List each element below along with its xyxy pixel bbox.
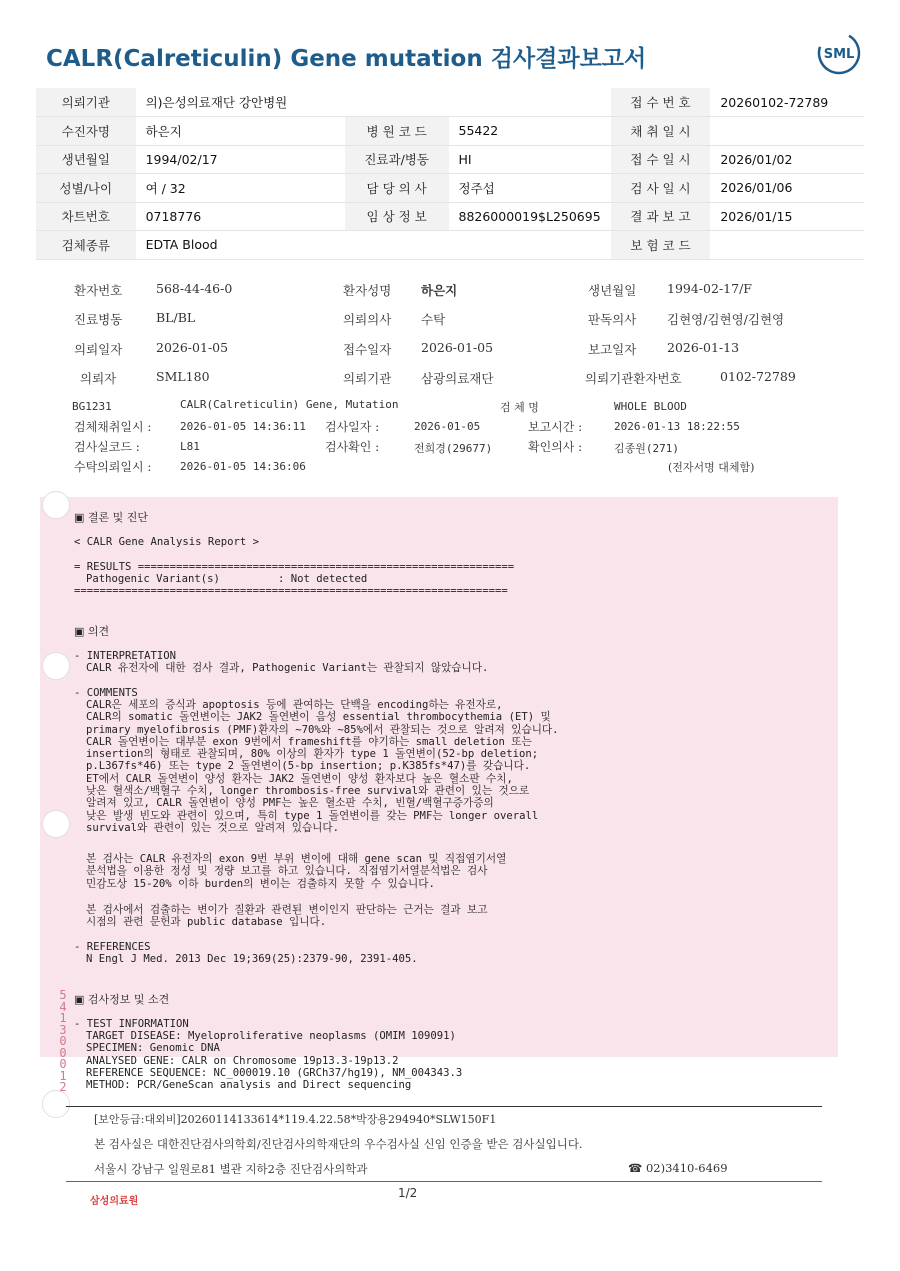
comment-line: 알려져 있고, CALR 돌연변이 양성 PMF는 높은 혈소판 수치, 빈혈/백혈구증가증의 (86, 797, 494, 810)
test-code: BG1231 (72, 400, 112, 413)
info-label: 병 원 코 드 (345, 117, 449, 146)
info-label: 채 취 일 시 (611, 117, 711, 146)
page-title: CALR(Calreticulin) Gene mutation 검사결과보고서 (46, 46, 647, 72)
certification-line: 본 검사실은 대한진단검사의학회/진단검사의학재단의 우수검사실 신임 인증을 받은 검사실입니다. (94, 1137, 583, 1151)
interp-heading: - INTERPRETATION (74, 650, 177, 662)
pathogenic-label: Pathogenic Variant(s) (86, 573, 220, 585)
req-date-label: 의뢰일자 (74, 342, 123, 357)
info-value: 0718776 (136, 202, 345, 231)
testinfo-line: METHOD: PCR/GeneScan analysis and Direct sequencing (86, 1079, 412, 1092)
results-line: = RESULTS =========================================================== (74, 561, 515, 573)
patient-name-value: 하은지 (421, 283, 458, 298)
ref-patient-no-value: 0102-72789 (720, 369, 796, 384)
info-value: EDTA Blood (136, 231, 345, 260)
testinfo-line: REFERENCE SEQUENCE: NC_000019.10 (GRCh37/hg19), NM_004343.3 (86, 1066, 463, 1079)
specimen-value: WHOLE BLOOD (614, 400, 687, 413)
birth-value: 1994-02-17/F (667, 281, 752, 296)
report-date-label: 보고일자 (588, 342, 637, 357)
comment-line: CALR 돌연변이는 대부분 exon 9번에서 frameshift를 야기하는 small deletion 또는 (86, 735, 532, 748)
comments-heading: - COMMENTS (74, 687, 138, 699)
recv-date-value: 2026-01-05 (421, 340, 494, 355)
method-line: 분석법을 이용한 정성 및 정량 보고를 하고 있습니다. 직접염기서열분석법은 검사 (86, 865, 488, 878)
footer-mark: 삼성의료원 (90, 1196, 139, 1207)
info-label: 접 수 번 호 (611, 88, 711, 117)
comment-line: 낮은 발생 빈도와 관련이 있으며, 특히 type 1 돌연변이를 갖는 PMF는 longer overall (86, 809, 539, 822)
req-date-value: 2026-01-05 (156, 340, 229, 355)
report-time-value: 2026-01-13 18:22:55 (614, 420, 740, 433)
confirm-doctor-label: 확인의사 : (528, 440, 583, 454)
testinfo-block (86, 1030, 462, 1091)
footer-divider (66, 1181, 822, 1182)
info-label: 성별/나이 (36, 174, 136, 203)
info-label: 수진자명 (36, 117, 136, 146)
reader-label: 판독의사 (588, 312, 637, 327)
page-number: 1/2 (398, 1186, 418, 1200)
testinfo-line: TARGET DISEASE: Myeloproliferative neoplasms (OMIM 109091) (86, 1030, 456, 1042)
testinfo-line: ANALYSED GENE: CALR on Chromosome 19p13.3-19p13.2 (86, 1054, 399, 1067)
interp-text: CALR 유전자에 대한 검사 결과, Pathogenic Variant는 관찰되지 않았습니다. (86, 662, 489, 674)
test-date-label: 검사일자 : (325, 420, 380, 434)
section-testinfo-title: ▣ 검사정보 및 소견 (74, 993, 170, 1006)
collect-label: 검체채취일시 : (74, 420, 152, 434)
test-name: CALR(Calreticulin) Gene, Mutation (180, 398, 399, 411)
ref-inst-label: 의뢰기관 (343, 371, 392, 386)
info-value: 하은지 (136, 117, 345, 146)
reader-value: 김현영/김현영/김현영 (667, 312, 785, 327)
collect-value: 2026-01-05 14:36:11 (180, 420, 306, 433)
info-value: 55422 (449, 117, 611, 146)
recv-date-label: 접수일자 (343, 342, 392, 357)
analysis-report-title: < CALR Gene Analysis Report > (74, 536, 259, 548)
ref-inst-value: 삼광의료재단 (421, 371, 494, 386)
ref-heading: - REFERENCES (74, 941, 151, 953)
patient-no-label: 환자번호 (74, 283, 123, 298)
comment-line: CALR의 somatic 돌연변이는 JAK2 돌연변이 음성 essential thrombocythemia (ET) 및 (86, 711, 551, 724)
info-value: 정주섭 (449, 174, 611, 203)
comment-line: 낮은 혈색소/백혈구 수치, longer thrombosis-free survival와 관련이 있는 것으로 (86, 785, 530, 798)
basis-line: 본 검사에서 검출하는 변이가 질환과 관련된 변이인지 판단하는 근거는 결과 보고 (86, 904, 488, 916)
info-value: 2026/01/02 (710, 145, 864, 174)
birth-label: 생년월일 (588, 283, 637, 298)
info-value: 1994/02/17 (136, 145, 345, 174)
info-label: 진료과/병동 (345, 145, 449, 174)
logo-text: SML (823, 47, 855, 62)
punch-hole (42, 1090, 70, 1118)
info-label: 결 과 보 고 (611, 202, 711, 231)
info-value: 20260102-72789 (710, 88, 864, 117)
confirm-doctor-value: 김종원(271) (614, 442, 679, 455)
comment-line: ET에서 CALR 돌연변이 양성 환자는 JAK2 돌연변이 양성 환자보다 높은 혈소판 수치, (86, 772, 513, 785)
method-line: 민감도상 15-20% 이하 burden의 변이는 검출하지 못할 수 있습니다. (86, 877, 435, 890)
para-method (86, 853, 506, 890)
method-line: 본 검사는 CALR 유전자의 exon 9번 부위 변이에 대해 gene scan 및 직접염기서열 (86, 853, 507, 865)
info-label: 검체종류 (36, 231, 136, 260)
patient-name-label: 환자성명 (343, 283, 392, 298)
comment-line: insertion의 형태로 관찰되며, 80% 이상의 환자가 type 1 돌연변이(52-bp deletion; (86, 748, 539, 761)
patient-no-value: 568-44-46-0 (156, 281, 233, 296)
ref-text: N Engl J Med. 2013 Dec 19;369(25):2379-90, 2391-405. (86, 953, 418, 965)
ref-patient-no-label: 의뢰기관환자번호 (585, 371, 682, 386)
phone-line: ☎ 02)3410-6469 (628, 1161, 728, 1175)
verify-label: 검사확인 : (325, 440, 380, 454)
consign-label: 수탁의뢰일시 : (74, 460, 152, 474)
comment-line: survival와 관련이 있는 것으로 알려져 있습니다. (86, 821, 340, 834)
info-label: 검 사 일 시 (611, 174, 711, 203)
info-value: 의)은성의료재단 강안병원 (136, 88, 345, 117)
ward-label: 진료병동 (74, 312, 123, 327)
info-label: 차트번호 (36, 202, 136, 231)
punch-hole (42, 491, 70, 519)
info-label: 접 수 일 시 (611, 145, 711, 174)
ref-doctor-label: 의뢰의사 (343, 312, 392, 327)
address-line: 서울시 강남구 일원로81 별관 지하2층 진단검사의학과 (94, 1162, 368, 1176)
comment-line: primary myelofibrosis (PMF)환자의 ~70%와 ~85%에서 관찰되는 것으로 알려져 있습니다. (86, 723, 559, 736)
pathogenic-value: : Not detected (278, 573, 368, 585)
section-opinion-title: ▣ 의견 (74, 625, 110, 638)
report-time-label: 보고시간 : (528, 420, 583, 434)
requester-value: SML180 (156, 369, 210, 384)
ward-value: BL/BL (156, 310, 196, 325)
info-value: 2026/01/15 (710, 202, 864, 231)
verify-value: 전희경(29677) (414, 442, 493, 455)
section-conclusion-title: ▣ 결론 및 진단 (74, 511, 149, 524)
info-value: 여 / 32 (136, 174, 345, 203)
requester-label: 의뢰자 (80, 371, 117, 386)
info-value: 8826000019$L250695 (449, 202, 611, 231)
testinfo-heading: - TEST INFORMATION (74, 1018, 189, 1030)
equals-line: ==================================================================== (74, 585, 508, 597)
info-value: 2026/01/06 (710, 174, 864, 203)
info-value: HI (449, 145, 611, 174)
punch-hole (42, 810, 70, 838)
side-serial-number: 541300012 (59, 988, 67, 1094)
footer-divider (66, 1106, 822, 1107)
info-label: 의뢰기관 (36, 88, 136, 117)
comment-line: p.L367fs*46) 또는 type 2 돌연변이(5-bp insertion; p.K385fs*47)를 갖습니다. (86, 760, 531, 773)
consign-value: 2026-01-05 14:36:06 (180, 460, 306, 473)
esign-note: (전자서명 대체함) (668, 461, 755, 474)
comments-block (86, 699, 559, 834)
info-label: 생년월일 (36, 145, 136, 174)
info-label: 임 상 정 보 (345, 202, 449, 231)
punch-hole (42, 652, 70, 680)
ref-doctor-value: 수탁 (421, 312, 446, 327)
para-basis (86, 904, 488, 929)
basis-line: 시점의 관련 문헌과 public database 입니다. (86, 916, 327, 929)
report-date-value: 2026-01-13 (667, 340, 740, 355)
comment-line: CALR은 세포의 증식과 apoptosis 등에 관여하는 단백을 encoding하는 유전자로, (86, 699, 503, 711)
test-date-value: 2026-01-05 (414, 420, 481, 433)
lab-code-value: L81 (180, 440, 200, 453)
security-line: [보안등급:대외비]20260114133614*119.4.22.58*박장용294940*SLW150F1 (94, 1113, 497, 1126)
testinfo-line: SPECIMEN: Genomic DNA (86, 1042, 220, 1055)
info-label: 보 험 코 드 (611, 231, 711, 260)
info-label: 담 당 의 사 (345, 174, 449, 203)
specimen-label: 검 체 명 (500, 401, 539, 414)
lab-code-label: 검사실코드 : (74, 440, 140, 454)
